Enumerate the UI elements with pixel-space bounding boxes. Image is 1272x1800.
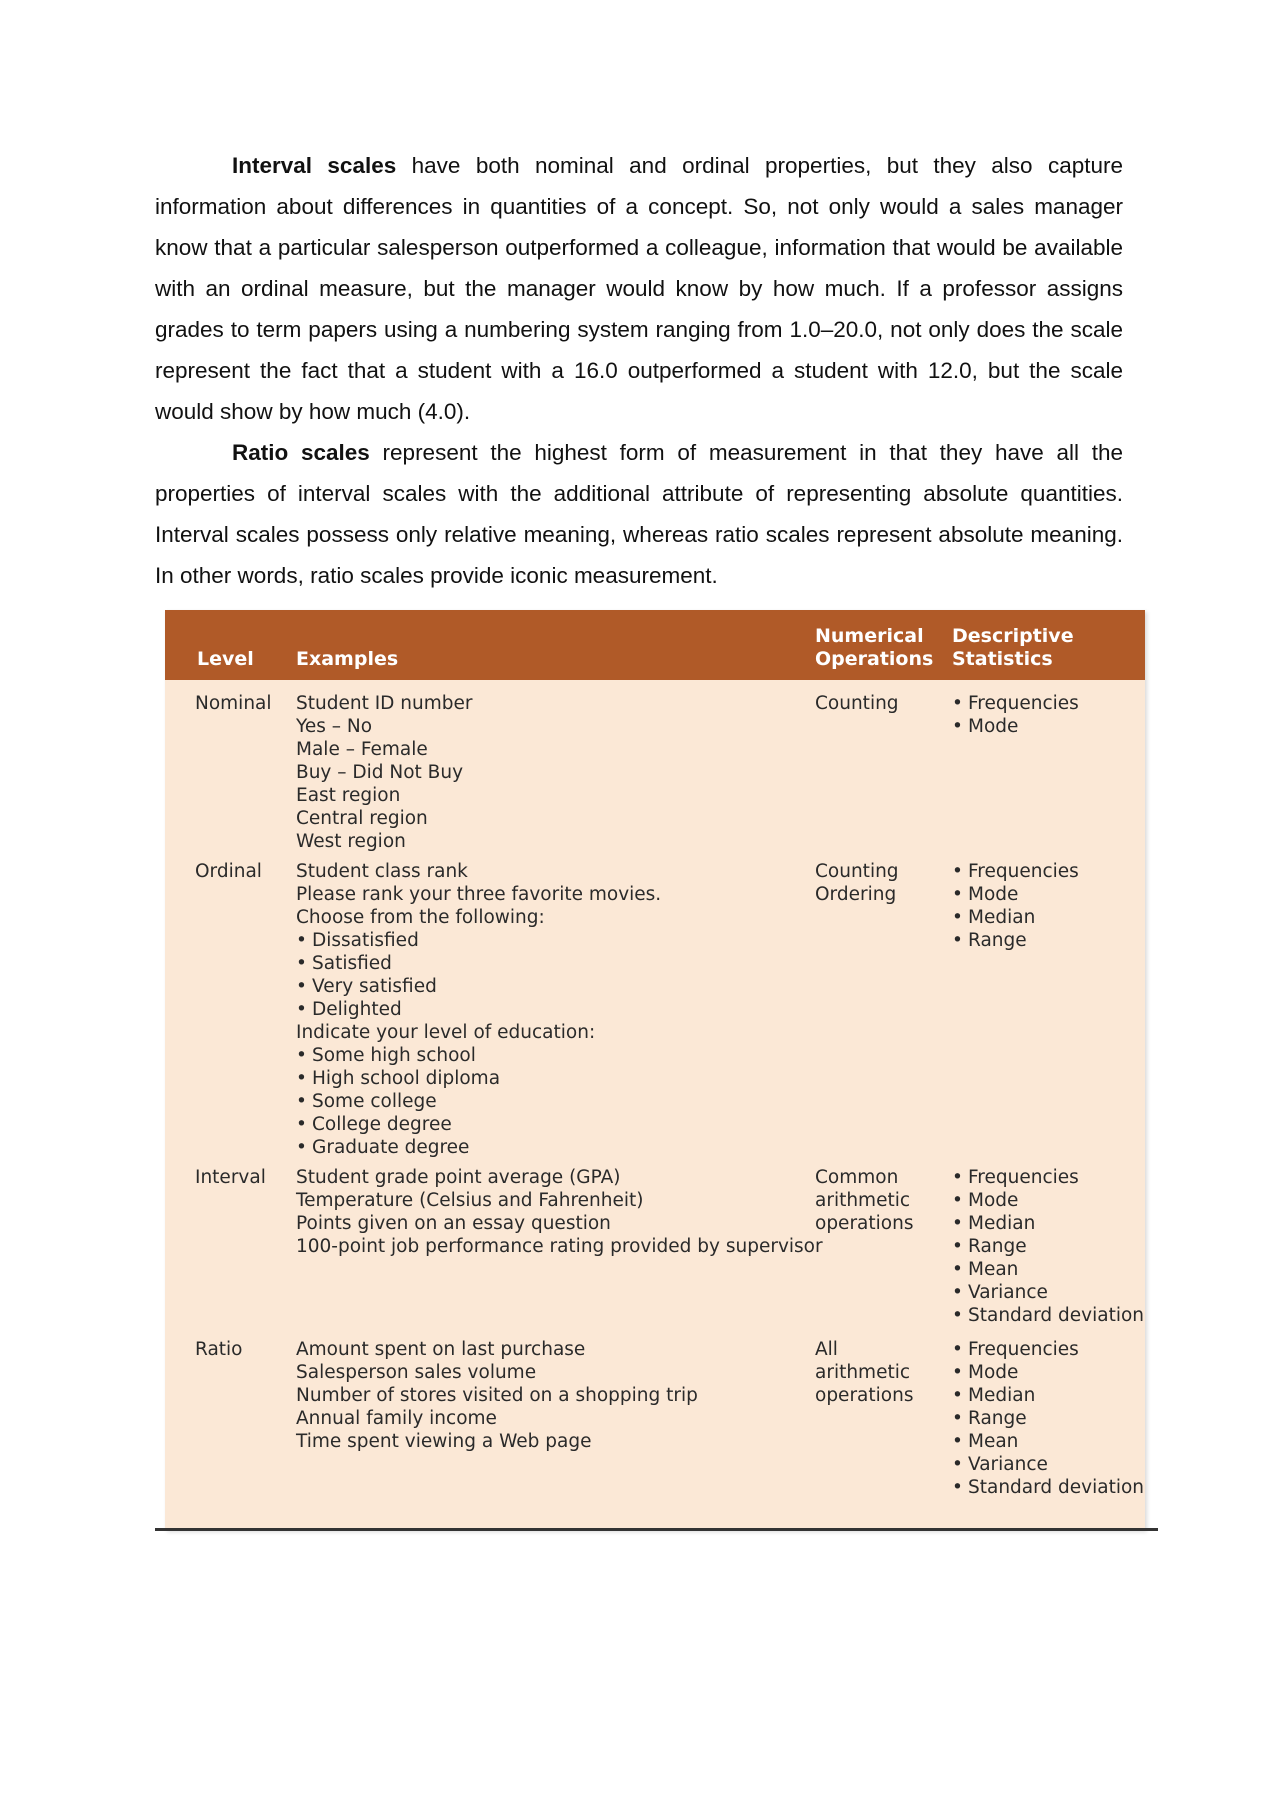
row-level: Ordinal bbox=[195, 861, 262, 882]
example-item: • Satisfied bbox=[296, 952, 806, 975]
example-item: Choose from the following: bbox=[296, 907, 545, 928]
header-numerical-operations bbox=[815, 625, 933, 671]
statistic-item: • Median bbox=[952, 906, 1142, 929]
example-item: • High school diploma bbox=[296, 1067, 806, 1090]
statistic-item: • Variance bbox=[952, 1281, 1142, 1304]
statistic-item: • Range bbox=[952, 929, 1142, 952]
statistic-item: • Variance bbox=[952, 1453, 1142, 1476]
example-item: East region bbox=[296, 785, 401, 806]
table-row-ratio bbox=[165, 1338, 1145, 1508]
operation-item: arithmetic bbox=[815, 1362, 911, 1383]
statistic-item: • Frequencies bbox=[952, 1166, 1142, 1189]
header-examples: Examples bbox=[296, 648, 399, 670]
example-item: Indicate your level of education: bbox=[296, 1022, 596, 1043]
example-item: • Dissatisfied bbox=[296, 929, 806, 952]
statistic-item: • Mode bbox=[952, 1361, 1142, 1384]
statistic-item: • Frequencies bbox=[952, 1338, 1142, 1361]
table-row-interval bbox=[165, 1166, 1145, 1338]
table-header bbox=[165, 610, 1145, 680]
example-item: Student ID number bbox=[296, 693, 473, 714]
statistic-item: • Mean bbox=[952, 1258, 1142, 1281]
operation-item: operations bbox=[815, 1213, 914, 1234]
statistic-item: • Frequencies bbox=[952, 860, 1142, 883]
header-ops-line2: Operations bbox=[815, 648, 934, 670]
paragraph-text: represent the highest form of measurement in that they have all the properties of interval scales with the additional attribute of representing absolute quantities. Interval scales possess only relative meaning, whereas ratio scales represent absolute meaning. In other words, ratio scales provide iconic measurement. bbox=[155, 440, 1123, 588]
row-operations bbox=[815, 860, 945, 906]
example-item: Time spent viewing a Web page bbox=[296, 1431, 592, 1452]
operation-item: All bbox=[815, 1339, 838, 1360]
example-item: Amount spent on last purchase bbox=[296, 1339, 586, 1360]
example-item: Temperature (Celsius and Fahrenheit) bbox=[296, 1190, 644, 1211]
row-statistics bbox=[952, 860, 1142, 952]
example-item: • Delighted bbox=[296, 998, 806, 1021]
operation-item: Counting bbox=[815, 861, 899, 882]
example-item: Please rank your three favorite movies. bbox=[296, 884, 662, 905]
table-bottom-rule bbox=[155, 1528, 1158, 1531]
paragraph-text: have both nominal and ordinal properties, but they also capture information about differences in quantities of a concept. So, not only would a sales manager know that a particular salesperson outperformed a colleague, information that would be available with an ordinal measure, but the manager would know by how much. If a professor assigns grades to term papers using a numbering system ranging from 1.0–20.0, not only does the scale represent the fact that a student with a 16.0 outperformed a student with 12.0, but the scale would show by how much (4.0). bbox=[155, 153, 1124, 424]
statistic-item: • Standard deviation bbox=[952, 1304, 1142, 1327]
header-stats-line1: Descriptive bbox=[952, 625, 1074, 647]
example-item: • Very satisfied bbox=[296, 975, 806, 998]
example-item: Yes – No bbox=[296, 716, 373, 737]
statistic-item: • Median bbox=[952, 1384, 1142, 1407]
statistic-item: • Range bbox=[952, 1407, 1142, 1430]
statistic-item: • Mean bbox=[952, 1430, 1142, 1453]
operation-item: Common bbox=[815, 1167, 899, 1188]
statistic-item: • Mode bbox=[952, 715, 1142, 738]
paragraph-ratio-scales bbox=[155, 432, 1123, 596]
table-body bbox=[165, 692, 1145, 1508]
example-item: 100-point job performance rating provided by supervisor bbox=[296, 1236, 823, 1257]
statistic-item: • Range bbox=[952, 1235, 1142, 1258]
header-descriptive-statistics bbox=[952, 625, 1074, 671]
example-item: Buy – Did Not Buy bbox=[296, 762, 464, 783]
operation-item: Counting bbox=[815, 693, 899, 714]
header-level: Level bbox=[197, 648, 254, 670]
table-row-ordinal bbox=[165, 860, 1145, 1166]
statistic-item: • Mode bbox=[952, 1189, 1142, 1212]
row-examples bbox=[296, 1166, 823, 1258]
statistic-item: • Standard deviation bbox=[952, 1476, 1142, 1499]
example-item: Central region bbox=[296, 808, 428, 829]
example-item: Student class rank bbox=[296, 861, 468, 882]
row-statistics bbox=[952, 1166, 1145, 1327]
header-ops-line1: Numerical bbox=[815, 625, 924, 647]
operation-item: arithmetic bbox=[815, 1190, 911, 1211]
row-statistics bbox=[952, 692, 1142, 738]
statistic-item: • Median bbox=[952, 1212, 1142, 1235]
operation-item: operations bbox=[815, 1385, 914, 1406]
row-operations bbox=[815, 1166, 945, 1235]
header-stats-line2: Statistics bbox=[952, 648, 1053, 670]
body-text bbox=[155, 145, 1123, 596]
example-item: • Some college bbox=[296, 1090, 806, 1113]
paragraph-interval-scales bbox=[155, 145, 1123, 432]
example-item: West region bbox=[296, 831, 406, 852]
term-ratio-scales: Ratio scales bbox=[232, 440, 370, 465]
row-examples bbox=[296, 692, 806, 853]
example-item: Number of stores visited on a shopping trip bbox=[296, 1385, 698, 1406]
row-level: Interval bbox=[195, 1167, 266, 1188]
example-item: Points given on an essay question bbox=[296, 1213, 611, 1234]
row-level: Nominal bbox=[195, 693, 272, 714]
row-operations bbox=[815, 1338, 945, 1407]
row-level: Ratio bbox=[195, 1339, 243, 1360]
measurement-levels-table bbox=[165, 610, 1145, 1530]
example-item: • Some high school bbox=[296, 1044, 806, 1067]
statistic-item: • Frequencies bbox=[952, 692, 1142, 715]
example-item: Salesperson sales volume bbox=[296, 1362, 537, 1383]
example-item: • Graduate degree bbox=[296, 1136, 806, 1159]
example-item: • College degree bbox=[296, 1113, 806, 1136]
row-examples bbox=[296, 860, 806, 1159]
table-row-nominal bbox=[165, 692, 1145, 860]
row-statistics bbox=[952, 1338, 1145, 1499]
example-item: Male – Female bbox=[296, 739, 428, 760]
row-operations bbox=[815, 692, 945, 715]
example-item: Annual family income bbox=[296, 1408, 497, 1429]
operation-item: Ordering bbox=[815, 884, 897, 905]
term-interval-scales: Interval scales bbox=[232, 153, 397, 178]
row-examples bbox=[296, 1338, 806, 1453]
example-item: Student grade point average (GPA) bbox=[296, 1167, 621, 1188]
statistic-item: • Mode bbox=[952, 883, 1142, 906]
